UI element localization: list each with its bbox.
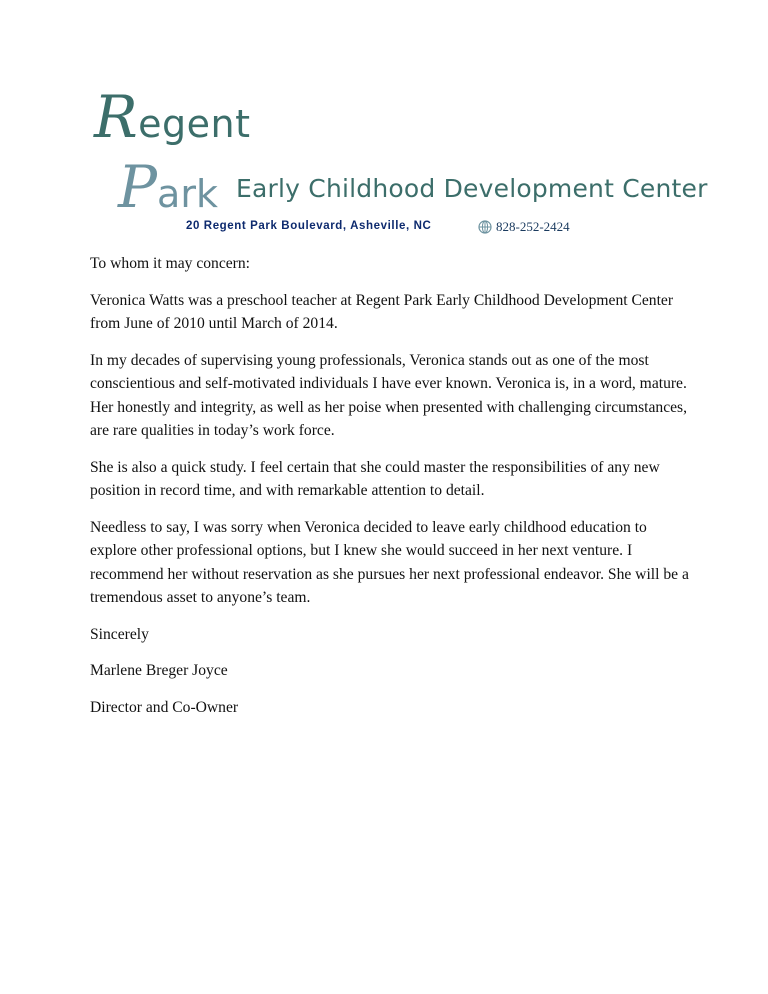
logo-word-park [118,153,218,221]
center-name: Early Childhood Development Center [236,174,708,203]
salutation: To whom it may concern: [90,255,251,272]
paragraph-recommendation: Needless to say, I was sorry when Veronica decided to leave early childhood education to explore other professional options, but I knew she would succeed in her next venture. I recommend her without reservation as she pursues her next professional endeavor. She will be a tremendous asset to anyone’s team. [90,518,689,606]
logo-rest-park: ark [157,172,218,216]
logo-rest-regent: egent [138,102,251,146]
signer-name: Marlene Breger Joyce [90,662,228,679]
closing: Sincerely [90,625,149,643]
letter-body [90,252,690,732]
globe-icon [478,220,492,234]
paragraph-employment: Veronica Watts was a preschool teacher at Regent Park Early Childhood Development Center from June of 2010 until March of 2014. [90,291,674,332]
logo-initial-r: R [94,83,139,151]
letterhead-logo [88,83,708,238]
phone-number: 828-252-2424 [496,219,570,234]
address: 20 Regent Park Boulevard, Asheville, NC [186,220,432,232]
logo-word-regent [94,83,251,151]
logo-initial-p: P [118,153,158,221]
signer-title: Director and Co-Owner [90,698,239,716]
paragraph-character: In my decades of supervising young professionals, Veronica stands out as one of the most conscientious and self-motivated individuals I have ever known. Veronica is, in a word, mature. Her honestly and integrity, as well as her poise when presented with challenging circumstances, are rare qualities in today’s work force. [90,351,688,439]
paragraph-skills: She is also a quick study. I feel certain that she could master the responsibilities of any new position in record time, and with remarkable attention to detail. [90,458,660,499]
